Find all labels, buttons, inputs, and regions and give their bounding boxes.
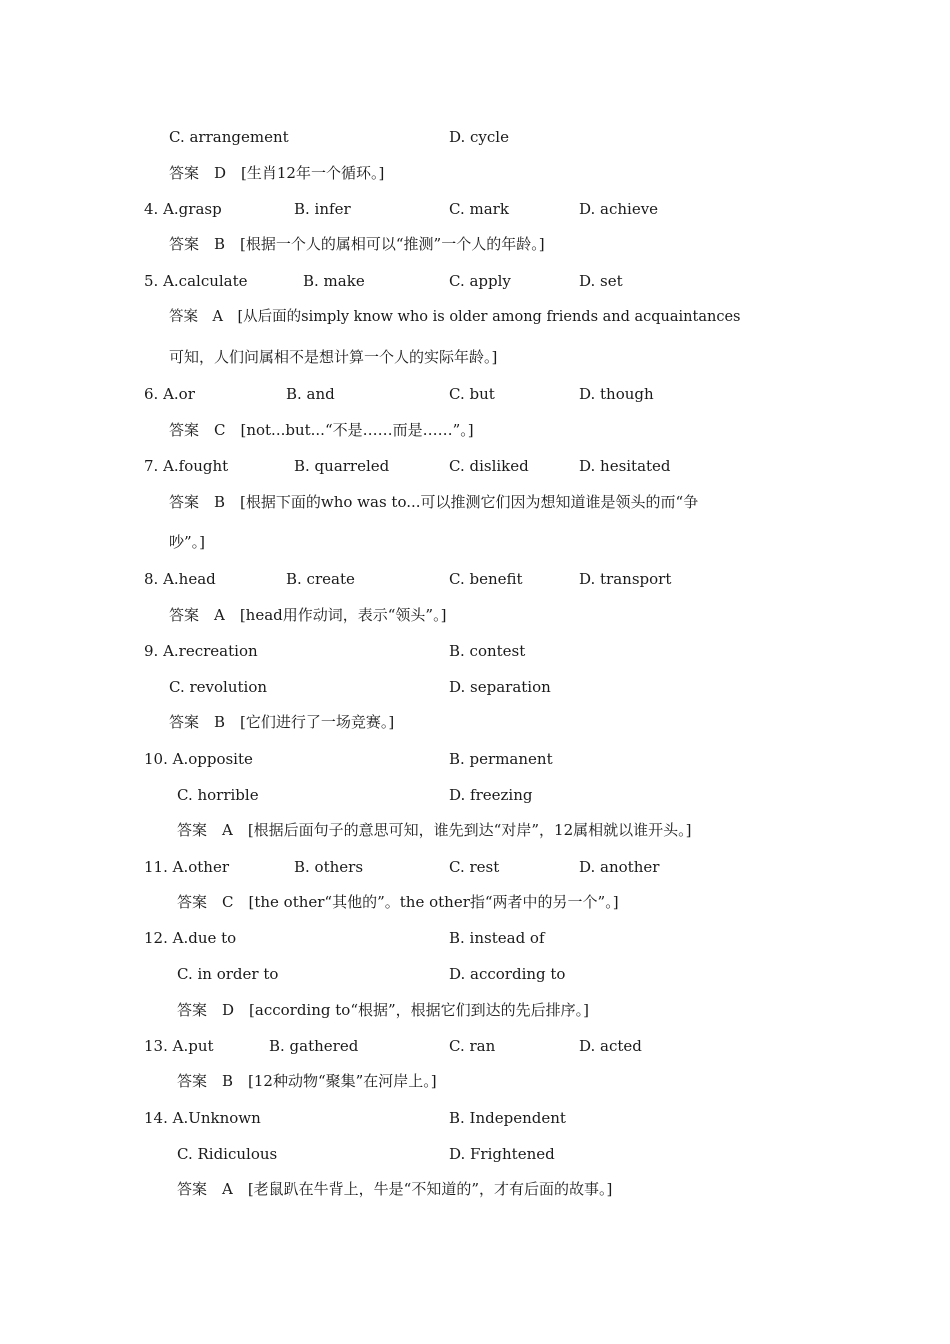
question-option-a: 6. A.or <box>144 385 195 403</box>
answer-line: 答案 B [根据下面的who was to...可以推测它们因为想知道谁是领头的而“争 <box>169 493 699 511</box>
question-option-a: 10. A.opposite <box>144 750 253 768</box>
answer-line: 答案 C [not...but...“不是……而是……”。] <box>169 421 474 439</box>
option-b: B. permanent <box>449 750 553 768</box>
answer-line-continued: 吵”。] <box>169 533 206 551</box>
option-d: D. though <box>579 385 654 403</box>
option-d: D. according to <box>449 965 566 983</box>
option-d: D. cycle <box>449 128 509 146</box>
answer-line-continued: 可知，人们问属相不是想计算一个人的实际年龄。] <box>169 348 498 366</box>
option-b: B. infer <box>294 200 351 218</box>
answer-line: 答案 B [根据一个人的属相可以“推测”一个人的年龄。] <box>169 235 545 253</box>
option-b: B. gathered <box>269 1037 359 1055</box>
option-c: C. rest <box>449 858 500 876</box>
option-c: C. ran <box>449 1037 496 1055</box>
answer-line: 答案 A [老鼠趴在牛背上，牛是“不知道的”，才有后面的故事。] <box>177 1180 613 1198</box>
question-option-a: 12. A.due to <box>144 929 237 947</box>
option-b: B. quarreled <box>294 457 390 475</box>
question-option-a: 11. A.other <box>144 858 229 876</box>
option-b: B. Independent <box>449 1109 566 1127</box>
option-c: C. disliked <box>449 457 529 475</box>
option-d: D. achieve <box>579 200 659 218</box>
option-c: C. revolution <box>169 678 268 696</box>
option-d: D. hesitated <box>579 457 671 475</box>
option-b: B. contest <box>449 642 526 660</box>
option-b: B. and <box>286 385 335 403</box>
option-b: B. create <box>286 570 355 588</box>
question-option-a: 14. A.Unknown <box>144 1109 261 1127</box>
question-option-a: 8. A.head <box>144 570 216 588</box>
option-b: B. make <box>303 272 365 290</box>
option-b: B. others <box>294 858 364 876</box>
option-b: B. instead of <box>449 929 545 947</box>
answer-line: 答案 D [生肖12年一个循环。] <box>169 164 385 182</box>
question-option-a: 4. A.grasp <box>144 200 222 218</box>
option-c: C. arrangement <box>169 128 289 146</box>
option-d: D. separation <box>449 678 551 696</box>
question-option-a: 5. A.calculate <box>144 272 248 290</box>
option-c: C. in order to <box>177 965 279 983</box>
option-c: C. benefit <box>449 570 523 588</box>
option-c: C. Ridiculous <box>177 1145 278 1163</box>
option-c: C. apply <box>449 272 511 290</box>
option-d: D. set <box>579 272 623 290</box>
question-option-a: 13. A.put <box>144 1037 214 1055</box>
question-option-a: 7. A.fought <box>144 457 229 475</box>
option-d: D. acted <box>579 1037 642 1055</box>
answer-line: 答案 A [head用作动词，表示“领头”。] <box>169 606 447 624</box>
answer-line: 答案 B [它们进行了一场竞赛。] <box>169 713 395 731</box>
answer-line: 答案 B [12种动物“聚集”在河岸上。] <box>177 1072 437 1090</box>
option-c: C. but <box>449 385 495 403</box>
answer-line: 答案 A [根据后面句子的意思可知，谁先到达“对岸”，12属相就以谁开头。] <box>177 821 692 839</box>
option-d: D. transport <box>579 570 672 588</box>
option-d: D. another <box>579 858 660 876</box>
answer-line: 答案 A [从后面的simply know who is older among friends and acquaintances <box>169 309 741 325</box>
option-c: C. horrible <box>177 786 259 804</box>
option-d: D. freezing <box>449 786 533 804</box>
answer-line: 答案 D [according to“根据”，根据它们到达的先后排序。] <box>177 1001 590 1019</box>
question-option-a: 9. A.recreation <box>144 642 258 660</box>
option-d: D. Frightened <box>449 1145 555 1163</box>
option-c: C. mark <box>449 200 509 218</box>
answer-line: 答案 C [the other“其他的”。the other指“两者中的另一个”。] <box>177 893 619 911</box>
